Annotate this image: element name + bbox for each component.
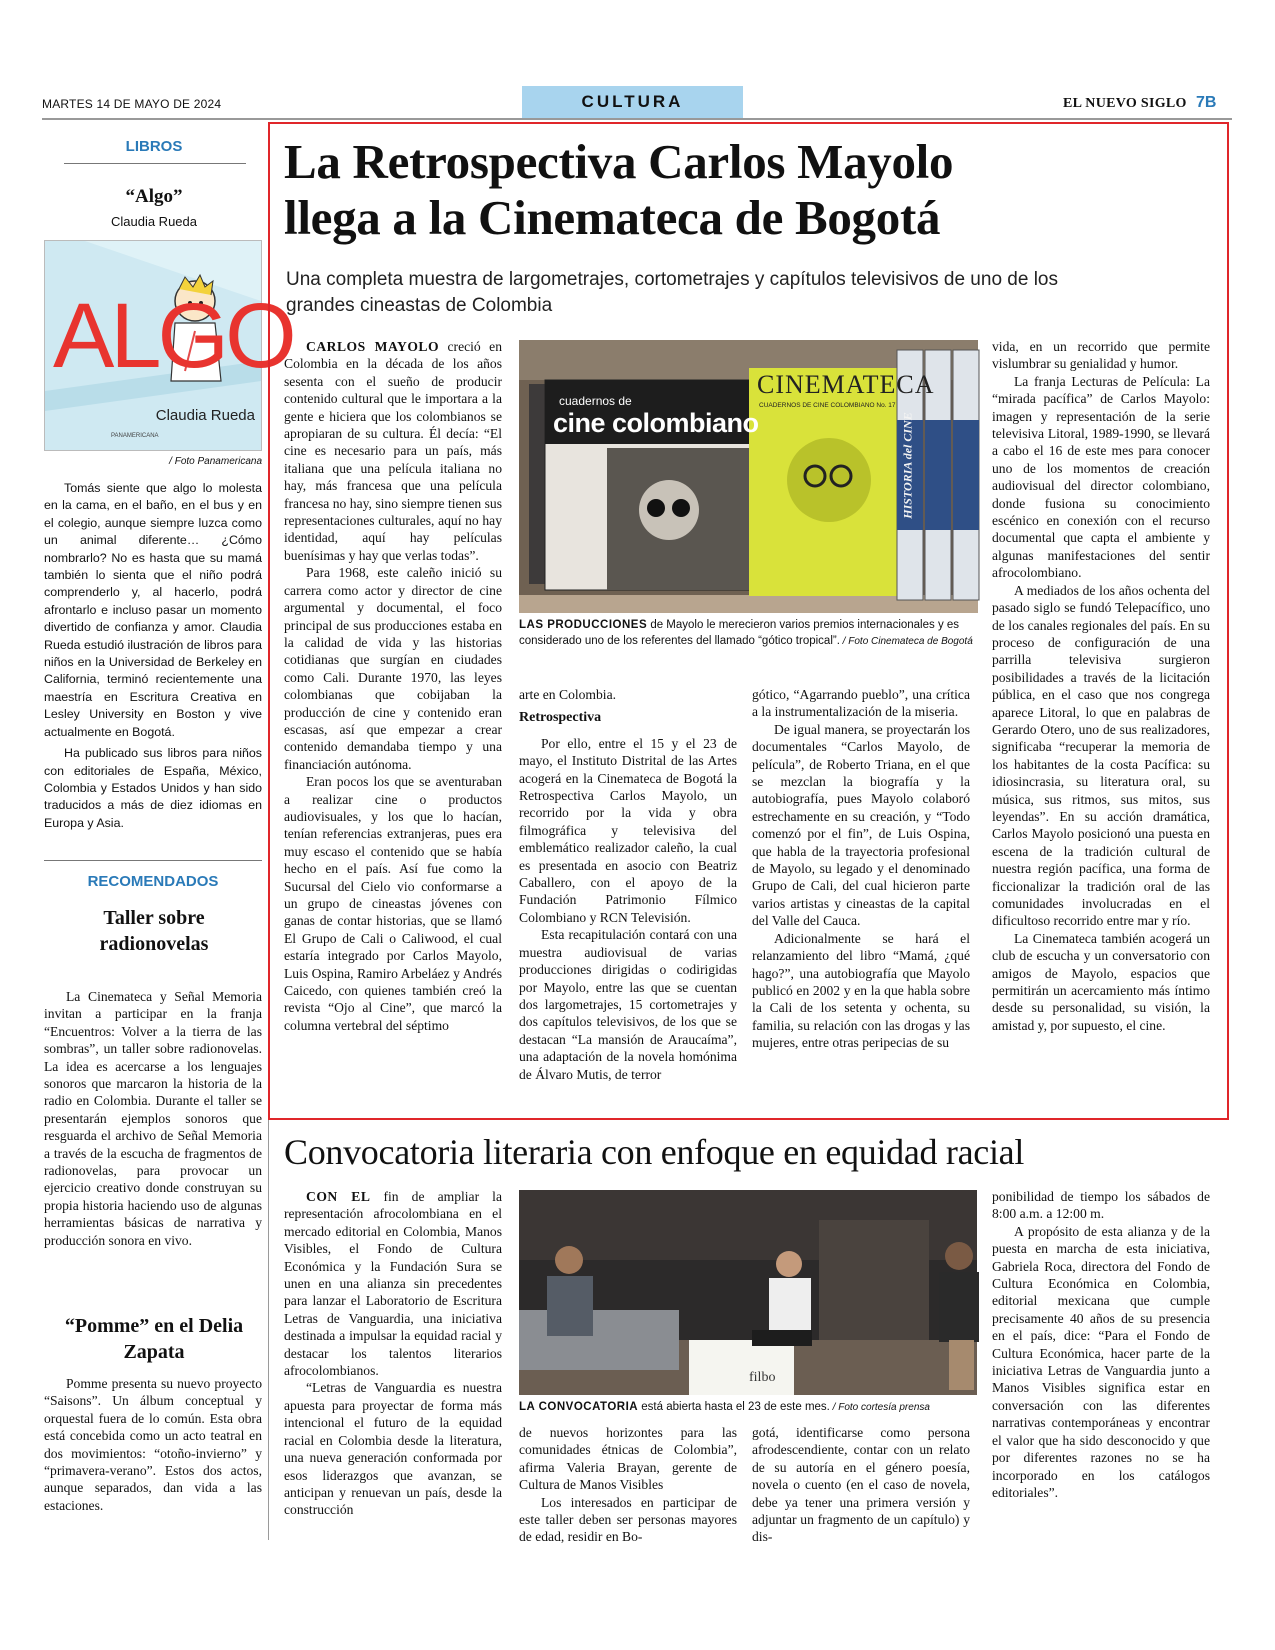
article-column-4 [992, 338, 1210, 1034]
recommendation-paragraph: Pomme presenta su nuevo proyecto “Saisons”. Un álbum conceptual y orquestal fuera de lo común. Esta obra está concebida como un acto teatral en dos movimientos: “otoño-invierno” y “primavera-verano”. Estos dos actos, aunque separados, dan vida a las estaciones. [44, 1376, 262, 1513]
lead-in: CARLOS MAYOLO [306, 339, 440, 354]
caption-credit: / Foto Cinemateca de Bogotá [839, 636, 973, 647]
article-column-1 [284, 338, 502, 1034]
article-paragraph [284, 1188, 502, 1379]
event-photo-illustration [519, 1190, 977, 1395]
article-paragraph: A propósito de esta alianza y de la puesta en marcha de esta iniciativa, Gabriela Roca, directora del Fondo de Cultura Económica en Colombia, editorial mexicana que cumple precisamente 40 años de su presencia en el país, dice: “Para el Fondo de Cultura Económica, hacer parte de la iniciativa Letras de Vanguardia junto a Manos Visibles significa estar en conversación con las diferentes narrativas contemporáneas y encontrar el valor que ha sido desconocido y que por diferentes razones no se ha incorporado en los catálogos editoriales”. [992, 1223, 1210, 1500]
photo-caption [519, 617, 977, 650]
magazine-title: CINEMATECA [757, 370, 935, 399]
article-paragraph: gotá, identificarse como persona afrodescendiente, contar con un relato de su autoría en el género poesía, novela o cuento (en el caso de novela, debe ya tener una primera versión y adjuntar un fragmento de un capítulo) y dis- [752, 1425, 970, 1545]
article-subheading: Retrospectiva [519, 710, 602, 726]
cover-title: ALGO [53, 285, 293, 387]
article-paragraph: “Letras de Vanguardia es nuestra apuesta para proyectar de forma más intencional el futuro de la equidad racial en Colombia desde la literatura, una nueva generación conformada por esos liderazgos que avanzan, se anticipan y renuevan un país, desde la construcción [284, 1380, 502, 1518]
headline-line: La Retrospectiva Carlos Mayolo [284, 134, 954, 189]
book-label-big: cine colombiano [553, 408, 759, 438]
caption-lead: LA CONVOCATORIA [519, 1401, 639, 1413]
book-review-paragraph: Ha publicado sus libros para niños con editoriales de España, México, Colombia y Estados Unidos y han sido traducidos a más de diez idiomas en Europa y Asia. [44, 746, 262, 830]
photo-caption [519, 1399, 977, 1416]
article-photo-event [519, 1190, 977, 1395]
book-review-text [44, 480, 262, 836]
caption-text: está abierta hasta el 23 de este mes. [638, 1401, 830, 1413]
books-section-label: LIBROS [125, 138, 183, 155]
article-photo-books [519, 340, 978, 613]
issue-date: MARTES 14 DE MAYO DE 2024 [42, 97, 222, 111]
article-headline: Convocatoria literaria con enfoque en equidad racial [284, 1132, 1025, 1172]
article-headline [284, 134, 1214, 246]
article-paragraph: Por ello, entre el 15 y el 23 de mayo, el Instituto Distrital de las Artes acogerá en la Cinemateca de Bogotá la Retrospectiva Carlos Mayolo, un recorrido por la vida y obra filmográfica y televisiva del emblemático realizador caleño, la cual es presentada en asocio con Beatriz Caballero, con el apoyo de la Fundación Patrimonio Fílmico Colombiano y RCN Televisión. [519, 735, 737, 925]
recommendation-title: Taller sobre radionovelas [99, 907, 209, 955]
cover-publisher: PANAMERICANA [111, 433, 159, 439]
caption-text: de Mayolo le merecieron varios premios internacionales y es considerado uno de los referentes del llamado “gótico tropical”. [519, 619, 960, 647]
caption-lead: LAS PRODUCCIONES [519, 619, 648, 631]
magazine-subtitle: CUADERNOS DE CINE COLOMBIANO No. 17 [759, 402, 896, 409]
article-column-2 [519, 686, 737, 1083]
books-section-rule [64, 163, 246, 164]
section-band [522, 86, 743, 118]
lead-paragraph-text: fin de ampliar la representación afrocolombiana en el mercado editorial en Colombia, Manos Visibles, el Fondo de Cultura Económica y la Fundación Sura se unen en una alianza sin precedentes para lanzar el Laboratorio de Escritura Letras de Vanguardia, una iniciativa destinada a impulsar la equidad racial y destacar los talentos literarios afrocolombianos. [284, 1189, 502, 1379]
article-subtitle: Una completa muestra de largometrajes, cortometrajes y capítulos televisivos de uno de los grandes cineastas de Colombia [286, 269, 1058, 316]
article-paragraph: La Cinemateca también acogerá un club de escucha y un conversatorio con amigos de Mayolo, espacios que permitirán un acercamiento más íntimo desde su personalidad, su visión, la amistad y, por supuesto, el cine. [992, 930, 1210, 1033]
book-review-paragraph: Tomás siente que algo lo molesta en la cama, en el baño, en el bus y en el colegio, aunque siempre luzca como un animal diferente… ¿Cómo nombrarlo? No es hasta que su mamá también lo sienta que el niño podrá comprenderlo y, al hacerlo, podrá afrontarlo e incluso pasar un momento divertido de confianza y amor. Claudia Rueda estudió ilustración de libros para niños en la Universidad de Berkeley en California, terminó recientemente una maestría en Escritura Creativa en Lesley University en Boston y vive actualmente en Bogotá. [44, 481, 262, 739]
book-title: “Algo” [125, 186, 183, 207]
article-paragraph: Adicionalmente se hará el relanzamiento del libro “Mamá, ¿qué hago?”, una autobiografía que Mayolo publicó en 2002 y en la que habla sobre la Cali de los setenta y ochenta, su familia, su relación con las drogas y las mujeres, entre otras peripecias de su [752, 930, 970, 1051]
recommendation-title: “Pomme” en el Delia Zapata [64, 1315, 244, 1363]
sidebar-rule [44, 860, 262, 861]
article-column-3 [752, 686, 970, 1052]
lead-paragraph-text: creció en Colombia en la década de los años sesenta con el sueño de producir contenido cultural que le importara a la gente e hiciera que los colombianos se apropiaran de su cultura. Él decía: “El cine es necesario para un país, más italiana que una película italiana no hay, más francesa que una película francesa no hay, sino siempre tienen sus representaciones culturales, aquí no hay identidad, aquí hay películas buenísimas y hay que verlas todas”. [284, 339, 502, 563]
article-column-1 [284, 1188, 502, 1519]
article-paragraph: A mediados de los años ochenta del pasado siglo se fundó Telepacífico, uno de los canales regionales del país. En su proceso de configuración de una parrilla televisiva surgieron posibilidades a través de la licitación pública, en el caso que nos congrega aparece Litoral, lo que en palabras de Gerardo Otero, uno de sus realizadores, significaba “recuperar la memoria de los habitantes de la costa Pacífica: su idiosincrasia, su literatura oral, su música, sus ritmos, sus mitos, sus leyendas”. En su acción dramática, Carlos Mayolo posicionó una puesta en escena de la tradición cultural de nuestra región pacífica, una forma de ficcionalizar la tradición oral de las comunidades involucradas en el dificultoso recorrido entre mar y río. [992, 582, 1210, 929]
section-label: CULTURA [581, 92, 684, 111]
book-spine-label: HISTORIA del CINE [900, 412, 915, 519]
caption-credit: / Foto cortesía prensa [829, 1402, 930, 1413]
article-column-4 [992, 1188, 1210, 1501]
article-paragraph: gótico, “Agarrando pueblo”, una crítica a la instrumentalización de la miseria. [752, 687, 970, 720]
article-column-3 [752, 1424, 970, 1546]
lead-in: CON EL [306, 1189, 371, 1204]
cover-photo-credit: / Foto Panamericana [169, 456, 262, 467]
recommended-section-label: RECOMENDADOS [87, 873, 219, 890]
recommendation-text [44, 988, 262, 1249]
article-paragraph: arte en Colombia. [519, 687, 617, 702]
article-paragraph: Esta recapitulación contará con una muestra audiovisual de varias producciones dirigidas o codirigidas por Mayolo, entre las que se cuentan dos largometrajes, 15 cortometrajes y dos capítulos televisivos, de los que se destacan “La mansión de Araucaíma”, una adaptación de la novela homónima de Álvaro Mutis, de terror [519, 927, 737, 1082]
recommendation-text [44, 1375, 262, 1514]
article-paragraph: Eran pocos los que se aventuraban a realizar cine o productos audiovisuales, y los que lo hacían, tenían referencias extranjeras, pues era muy escaso el contenido que se había hecho en el país. Así fue como la Sucursal del Cielo vio conformarse a un grupo de cineastas jóvenes con ganas de contar historias, que se llamó El Grupo de Cali o Caliwood, el cual estaría integrado por Carlos Mayolo, Luis Ospina, Ramiro Arbeláez y Andrés Caicedo, con quienes también creó la revista “Ojo al Cine”, que marcó la columna vertebral del séptimo [284, 774, 502, 1033]
book-label-small: cuadernos de [559, 394, 632, 408]
headline-line: llega a la Cinemateca de Bogotá [284, 190, 941, 245]
book-author: Claudia Rueda [110, 214, 197, 229]
article-paragraph: ponibilidad de tiempo los sábados de 8:00 a.m. a 12:00 m. [992, 1189, 1210, 1222]
stage-sign: filbo [749, 1370, 776, 1385]
article-paragraph: de nuevos horizontes para las comunidades étnicas de Colombia”, afirma Valeria Brayan, gerente de Cultura de Manos Visibles [519, 1425, 737, 1493]
header-rule [42, 118, 1232, 120]
book-cover-image [44, 240, 293, 451]
recommendation-paragraph: La Cinemateca y Señal Memoria invitan a participar en la franja “Encuentros: Volver a la tierra de las sombras”, un taller sobre radionovelas. La idea es acercarse a los lenguajes sonoros que marcaron la historia de la radio en Colombia. Durante el taller se presentarán ejemplos sonoros que resguarda el archivo de Señal Memoria a través de la escucha de fragmentos de radionovelas, para provocar un ejercicio creativo donde construyan su propia historia haciendo uso de algunas herramientas básicas de narrativa y producción sonora en vivo. [44, 989, 262, 1248]
article-paragraph: La franja Lecturas de Película: La “mirada pacífica” de Carlos Mayolo: imagen y representación de la serie televisiva Litoral, 1989-1990, se llevará a cabo el 16 de este mes para conocer uno de los momentos de creación audiovisual del director colombiano, donde fusiona su conocimiento escénico en conexión con el recurso documental que capta el ambiente y algunas manifestaciones del sentir afrocolombiano. [992, 373, 1210, 581]
article-paragraph [284, 338, 502, 564]
article-paragraph: Los interesados en participar de este taller deben ser personas mayores de edad, residir en Bo- [519, 1494, 737, 1545]
article-paragraph: Para 1968, este caleño inició su carrera como actor y director de cine argumental y documental, el foco principal de sus producciones estaba en la calidad de vida y las historias cotidianas que surgían en ciudades como Cali. Durante 1970, las leyes colombianas que cobijaban la producción de cine y contenido eran escasas, así que empezar a crear contenido demandaba tiempo y una financiación autónoma. [284, 565, 502, 772]
article-column-2 [519, 1424, 737, 1546]
masthead-brand: EL NUEVO SIGLO [1063, 96, 1187, 111]
cover-author: Claudia Rueda [155, 407, 255, 424]
article-paragraph: De igual manera, se proyectarán los documentales “Carlos Mayolo, de película”, de Roberto Triana, en el que se mezclan la biografía y la autobiografía, pues Mayolo colaboró estrechamente en su creación, y “Todo comenzó por el fin”, de Luis Ospina, que habla de la trayectoria profesional de Mayolo, su legado y el denominado Grupo de Cali, del cual hicieron parte varios artistas y cineastas de la capital del Valle del Cauca. [752, 721, 970, 929]
page-number: 7B [1196, 94, 1217, 111]
article-paragraph: vida, en un recorrido que permite vislumbrar su genialidad y humor. [992, 339, 1210, 372]
